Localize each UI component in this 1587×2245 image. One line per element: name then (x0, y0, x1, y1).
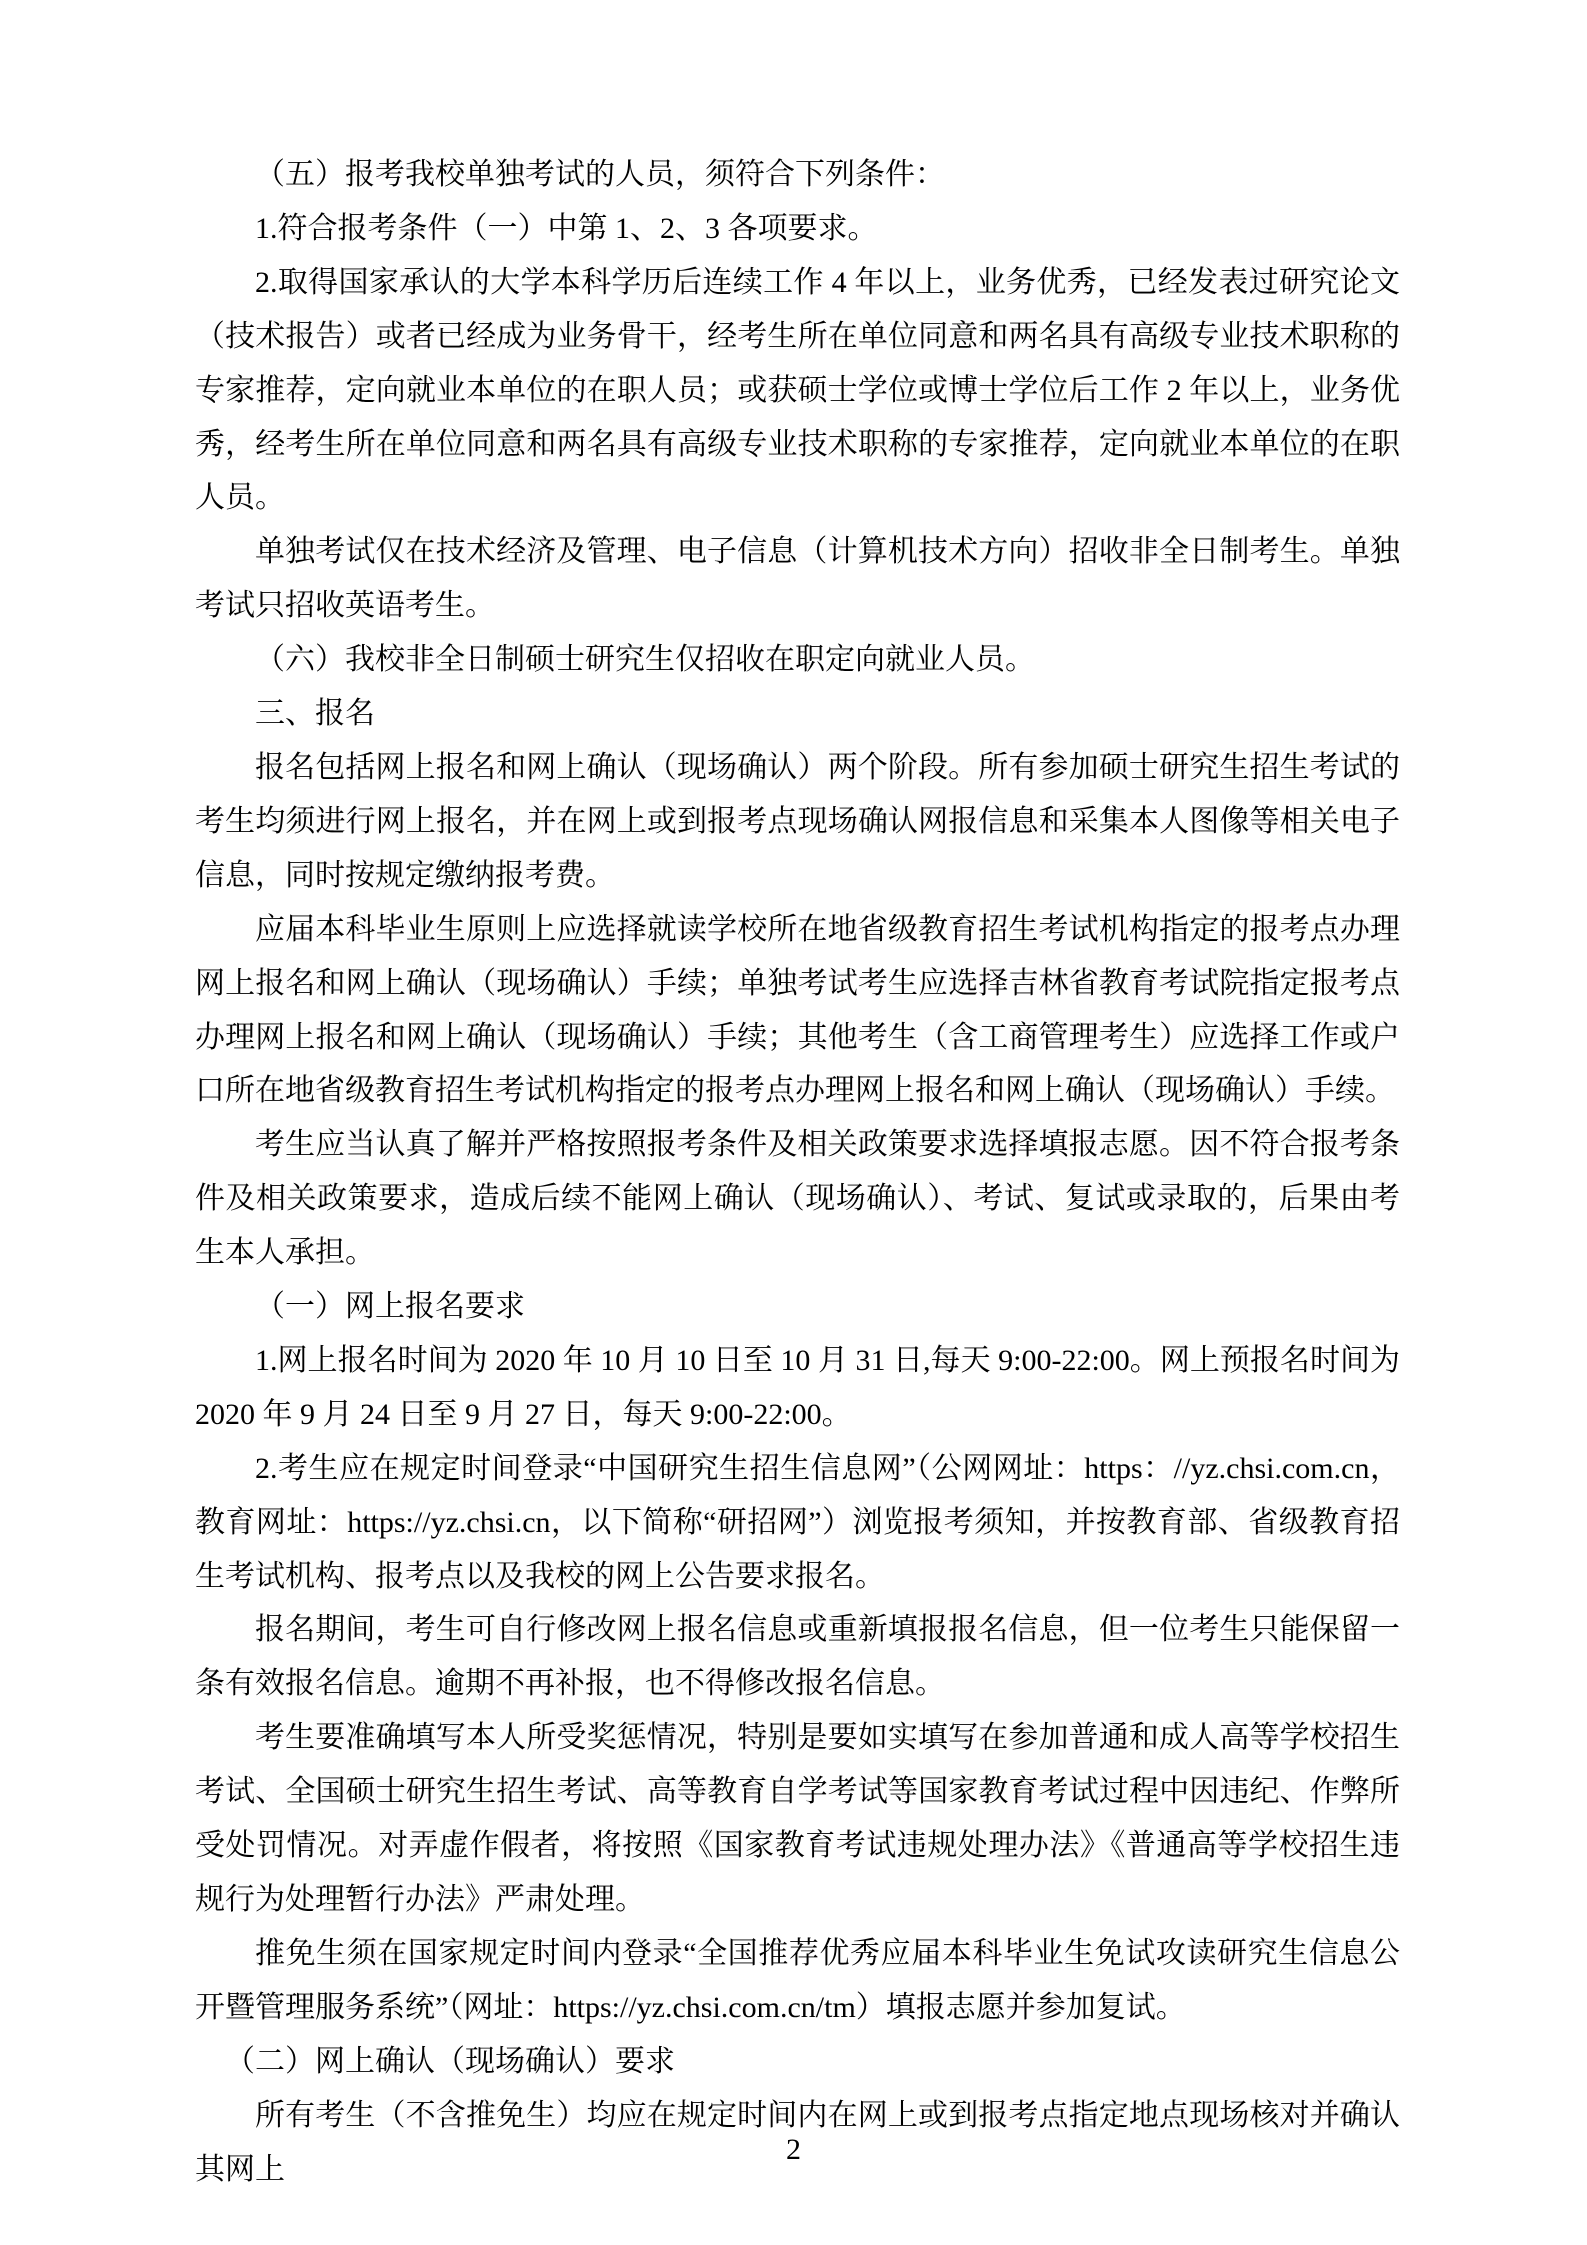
para-tuimiansheng: 推免生须在国家规定时间内登录“全国推荐优秀应届本科毕业生免试攻读研究生信息公开暨管理服务系统”（网址：https://yz.chsi.com.cn/tm）填报志愿并参加复试。 (195, 1936, 1400, 2024)
document-body (195, 148, 1400, 2196)
para-rule-5-item-2: 2.取得国家承认的大学本科学历后连续工作 4 年以上，业务优秀，已经发表过研究论文（技术报告）或者已经成为业务骨干，经考生所在单位同意和两名具有高级专业技术职称的专家推荐，定向就业本单位的在职人员；或获硕士学位或博士学位后工作 2 年以上，业务优秀，经考生所在单位同意和两名具有高级专业技术职称的专家推荐，定向就业本单位的在职人员。 (195, 265, 1400, 515)
para-disciplinary-record: 考生要准确填写本人所受奖惩情况，特别是要如实填写在参加普通和成人高等学校招生考试、全国硕士研究生招生考试、高等教育自学考试等国家教育考试过程中因违纪、作弊所受处罚情况。对弄虚作假者，将按照《国家教育考试违规处理办法》《普通高等学校招生违规行为处理暂行办法》严肃处理。 (195, 1721, 1400, 1916)
para-registration-intro: 报名包括网上报名和网上确认（现场确认）两个阶段。所有参加硕士研究生招生考试的考生均须进行网上报名，并在网上或到报考点现场确认网报信息和采集本人图像等相关电子信息，同时按规定缴纳报考费。 (195, 750, 1400, 892)
para-separate-exam-note: 单独考试仅在技术经济及管理、电子信息（计算机技术方向）招收非全日制考生。单独考试只招收英语考生。 (195, 535, 1400, 623)
para-rule-5-header: （五）报考我校单独考试的人员，须符合下列条件： (255, 158, 945, 191)
subsection-1-heading: （一）网上报名要求 (255, 1290, 525, 1324)
para-confirmation-intro: 所有考生（不含推免生）均应在规定时间内在网上或到报考点指定地点现场核对并确认其网上 (195, 2098, 1400, 2186)
subsection-2-heading: （二）网上确认（现场确认）要求 (225, 2044, 675, 2078)
para-online-reg-time: 1.网上报名时间为 2020 年 10 月 10 日至 10 月 31 日,每天 9:00-22:00。网上预报名时间为 2020 年 9 月 24 日至 9 月 27 日，每天 9:00-22:00。 (195, 1343, 1400, 1431)
para-chsi-website: 2.考生应在规定时间登录“中国研究生招生信息网”（公网网址：https：//yz.chsi.com.cn，教育网址：https://yz.chsi.cn，以下简称“研招网”）浏览报考须知，并按教育部、省级教育招生考试机构、报考点以及我校的网上公告要求报名。 (195, 1451, 1400, 1593)
para-rule-5-item-1: 1.符合报考条件（一）中第 1、2、3 各项要求。 (255, 211, 878, 245)
page-number: 2 (786, 2133, 801, 2166)
section-3-heading: 三、报名 (255, 697, 375, 731)
para-eligibility-warning: 考生应当认真了解并严格按照报考条件及相关政策要求选择填报志愿。因不符合报考条件及相关政策要求，造成后续不能网上确认（现场确认）、考试、复试或录取的，后果由考生本人承担。 (195, 1128, 1400, 1270)
para-info-modification: 报名期间，考生可自行修改网上报名信息或重新填报报名信息，但一位考生只能保留一条有效报名信息。逾期不再补报，也不得修改报名信息。 (195, 1613, 1400, 1701)
para-exam-site-selection: 应届本科毕业生原则上应选择就读学校所在地省级教育招生考试机构指定的报考点办理网上报名和网上确认（现场确认）手续；单独考试考生应选择吉林省教育考试院指定报考点办理网上报名和网上确认（现场确认）手续；其他考生（含工商管理考生）应选择工作或户口所在地省级教育招生考试机构指定的报考点办理网上报名和网上确认（现场确认）手续。 (195, 912, 1400, 1108)
para-rule-6: （六）我校非全日制硕士研究生仅招收在职定向就业人员。 (255, 643, 1035, 677)
